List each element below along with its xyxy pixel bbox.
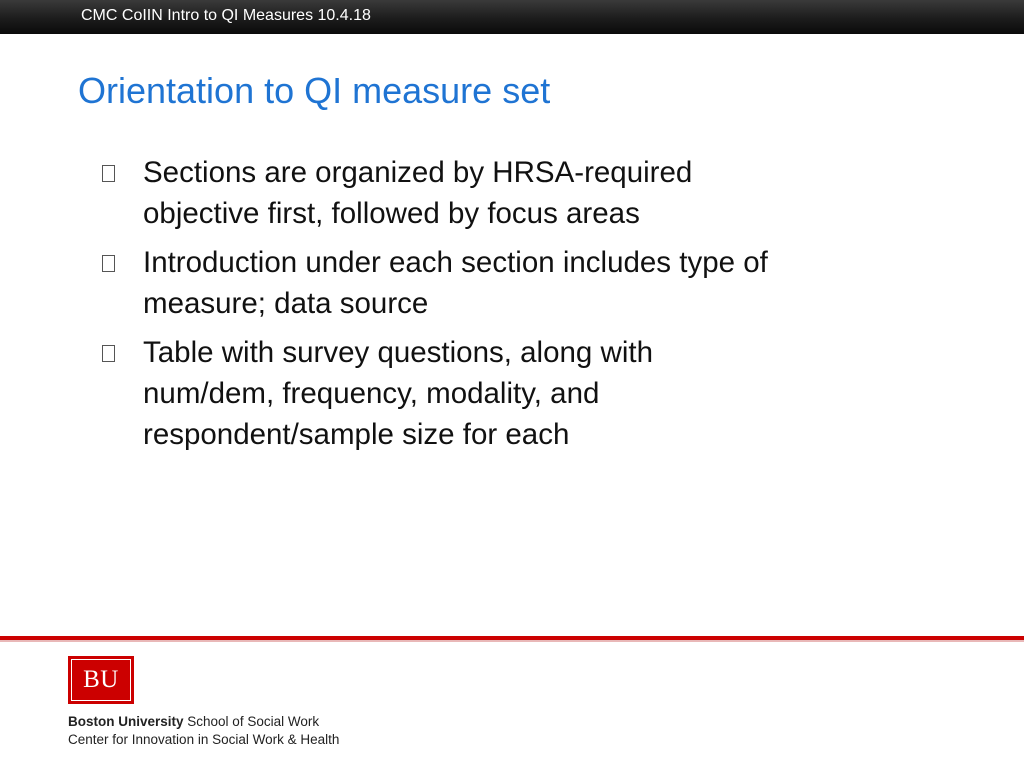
bullet-line: num/dem, frequency, modality, and <box>143 377 600 410</box>
bullet-line: respondent/sample size for each <box>143 418 570 451</box>
footer-institution <box>68 714 319 729</box>
slide-title: Orientation to QI measure set <box>78 70 551 111</box>
bullet-square-icon <box>102 345 115 362</box>
bullet-line: Table with survey questions, along with <box>143 336 653 369</box>
bu-logo <box>68 656 134 704</box>
bullet-line: Sections are organized by HRSA-required <box>143 156 693 189</box>
footer-school: School of Social Work <box>183 714 320 729</box>
bullet-item <box>100 152 890 234</box>
bullet-list <box>100 152 890 463</box>
footer-center: Center for Innovation in Social Work & Health <box>68 732 340 747</box>
bu-logo-text: BU <box>71 659 131 701</box>
footer-divider-shadow <box>0 640 1024 642</box>
header-text: CMC CoIIN Intro to QI Measures 10.4.18 <box>81 7 371 24</box>
bullet-line: Introduction under each section includes type of <box>143 246 768 279</box>
footer-university: Boston University <box>68 714 184 729</box>
bullet-square-icon <box>102 165 115 182</box>
bullet-square-icon <box>102 255 115 272</box>
bullet-item <box>100 332 890 455</box>
bullet-line: measure; data source <box>143 287 429 320</box>
header-bar <box>0 0 1024 34</box>
bullet-item <box>100 242 890 324</box>
bullet-line: objective first, followed by focus areas <box>143 197 640 230</box>
